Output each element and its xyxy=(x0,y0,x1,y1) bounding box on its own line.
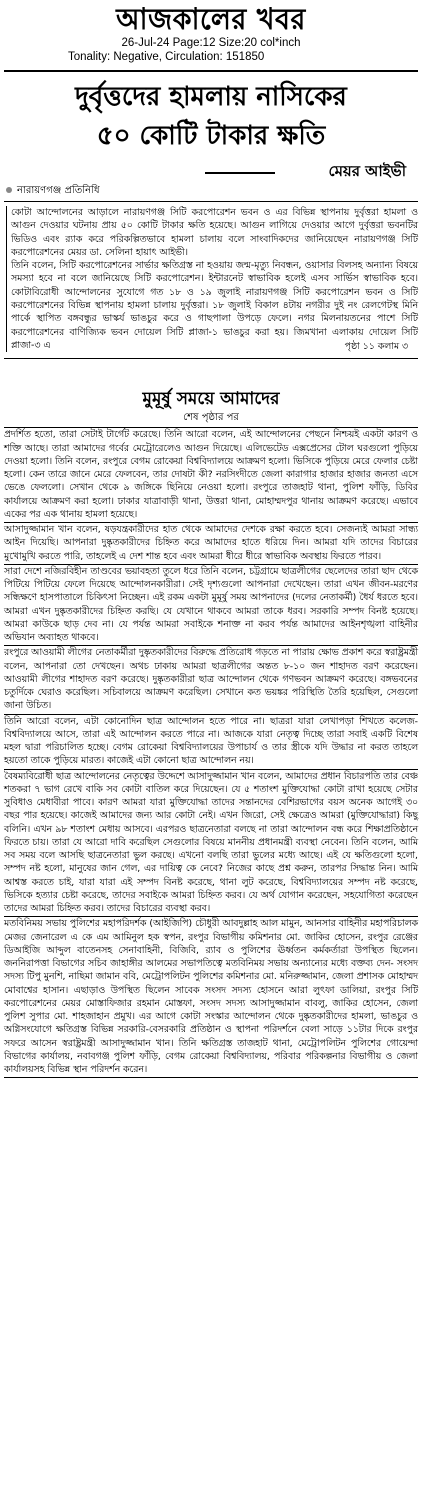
continuation-paragraph: প্রদর্শিত হতো, তারা সেটাই টার্গেট করেছে। তিনি আরো বলেন, এই আন্দোলনের পেছনে নিশ্চয়ই একটা কারণ ও শক্তি আছে। তারা আমাদের গর্বের মেট্রোরেলেও আগুন দিয়েছে। এলিভেটেড এক্সপ্রেসের টোল ঘরগুলো পুড়িয়ে দেওয়া হলো। তিনি বলেন, রংপুরে বেগম রোকেয়া বিশ্ববিদ্যালয়ে আক্রমণ হলো। ভিসিকে পুড়িয়ে মেরে ফেলার চেষ্টা হলো। কেন তারে জানে মেরে ফেলবেন, তার দোষটা কী? নরসিংদীতে জেলা কারাগার হাজার হাজার জনতা এসে ভেঙে ফেললো। সেখান থেকে ৯ জঙ্গিকে ছিনিয়ে নেওয়া হলো। রংপুরে তাজহাট থানা, পুলিশ ফাঁড়ি, ডিবির কার্যালয়ে আক্রমণ করা হলো। ঢাকার যাত্রাবাড়ী থানা, উত্তরা থানা, মোহাম্মদপুর থানায় আক্রমণ করেছে। এভাবে একের পর এক থানায় হামলা হয়েছে। xyxy=(4,428,418,523)
continuation-paragraph: রংপুরে আওয়ামী লীগের নেতাকর্মীরা দুষ্কৃতকারীদের বিরুদ্ধে প্রতিরোধ গড়তে না পারায় ক্ষোভ প্রকাশ করে স্বরাষ্ট্রমন্ত্রী বলেন, আপনারা তো দেখছেন। অথচ ঢাকায় আমরা ছাত্রলীগের অন্তত ৮-১০ জন শাহাদত বরণ করেছেন। আওয়ামী লীগের শাহাদত বরণ করেছে। দুষ্কৃতকারীরা ছাত্র আন্দোলন থেকে গণভবন আক্রমণ করেছে। বঙ্গভবনের চতুর্দিকে ঘেরাও করেছিল। সচিবালয়ে আক্রমণ করেছিল। সেখানে কত ভয়ঙ্কর পরিস্থিতি তৈরি হয়েছিল, সেগুলো জানা উচিত। xyxy=(4,646,418,714)
bullet-icon xyxy=(6,187,12,193)
jump-reference: পৃষ্ঠা ১১ কলাম ৩ xyxy=(344,341,408,353)
continuation-paragraph: সারা দেশে নজিরবিহীন তাণ্ডবের ভয়াবহতা তুলে ধরে তিনি বলেন, চট্টগ্রামে ছাত্রলীগের ছেলেদের তারা ছাদ থেকে পিটিয়ে পিটিয়ে ফেলে দিয়েছে আন্দোলনকারীরা। সেই দৃশ্যগুলো আপনারা দেখেছেন। তারা এখন জীবন-মরণের সন্ধিক্ষণে হাসপাতালে চিকিৎসা নিচ্ছেন। এই রকম একটা মুমূর্ষু সময় আপনাদের (দলের নেতাকর্মী) ধৈর্য ধরতে হবে। আমরা এখন দুষ্কৃতকারীদের চিহ্নিত করছি। যে যেখানে থাকবে আমরা তাকে ধরব। সরকারি সম্পদ বিনষ্ট হয়েছে। আমরা কাউকে ছাড় দেব না। যে পর্যন্ত আমরা সবাইকে শনাক্ত না করব পর্যন্ত আমাদের আইনশৃঙ্খলা বাহিনীর অভিযান অব্যাহত থাকবে। xyxy=(4,565,418,647)
byline-row xyxy=(0,156,422,184)
article-paragraph: তিনি বলেন, সিটি করপোরেশনের সার্ভার ক্ষতিগ্রস্ত না হওয়ায় জন্ম-মৃত্যু নিবন্ধন, ওয়াসার বিলসহ অন্যান্য বিষয়ে সমস্যা হবে না বলে জানিয়েছে সিটি করপোরেশন। ইন্টারনেট স্বাভাবিক হলেই এসব সার্ভিস স্বাভাবিক হবে। কোটাবিরোধী আন্দোলনের সুযোগে গত ১৮ ও ১৯ জুলাই নারায়ণগঞ্জ সিটি করপোরেশন ভবন ও সিটি করপোরেশনের বিভিন্ন স্থাপনায় হামলা চালায় দুর্বৃত্তরা। ১৮ জুলাই বিকাল ৪টায় নগরীর দুই নং রেলগেটস্থ মিনি পার্কে স্থাপিত বঙ্গবন্ধুর ভাস্কর্য ভাঙচুর করে ও গাছপালা উপড়ে ফেলে। নগর মিলনায়তনের পাশে সিটি করপোরেশনের বাণিজ্যিক ভবন দোয়েল সিটি প্লাজা-১ ভাঙচুর করা হয়। জিমখানা এলাকায় দোয়েল সিটি প্লাজা-৩ এ xyxy=(6,259,418,352)
continuation-subhead: শেষ পৃষ্ঠার পর xyxy=(183,412,239,424)
continuation-paragraph: মতবিনিময় সভায় পুলিশের মহাপরিদর্শক (আইজিপি) চৌধুরী আবদুল্লাহ আল মামুন, আনসার বাহিনীর মহাপরিচালক মেজর জেনারেল এ কে এম আমিনুল হক স্বপন, রংপুর বিভাগীয় কমিশনার মো. জাকির হোসেন, রংপুর রেঞ্জের ডিআইজি আব্দুল বাতেনসহ সেনাবাহিনী, বিজিবি, র‍্যাব ও পুলিশের ঊর্ধ্বতন কর্মকর্তারা উপস্থিত ছিলেন। জননিরাপত্তা বিভাগের সচিব জাহাঙ্গীর আলমের সভাপতিত্বে মতবিনিময় সভায় অন্যান্যের মধ্যে বক্তব্য দেন- সংসদ সদস্য টিপু মুনশি, নাছিমা জামান ববি, মেট্রোপলিটন পুলিশের কমিশনার মো. মনিরুজ্জামান, জেলা প্রশাসক মোহাম্মদ মোবাশ্বের হাসান। এছাড়াও উপস্থিত ছিলেন সাবেক সংসদ সদস্য হোসনে আরা লুৎফা ডালিয়া, রংপুর সিটি করপোরেশনের মেয়র মোস্তাফিজার রহমান মোস্তফা, সংসদ সদস্য আসাদুজ্জামান বাবলু, জাকির হোসেন, জেলা পুলিশ সুপার মো. শাহজাহান প্রমুখ। এর আগে কোটা সংস্কার আন্দোলন থেকে দুষ্কৃতকারীদের হামলা, ভাঙচুর ও অগ্নিসংযোগে ক্ষতিগ্রস্ত বিভিন্ন সরকারি-বেসরকারি প্রতিষ্ঠান ও স্থাপনা পরিদর্শনে বেলা সাড়ে ১১টার দিকে রংপুর সফরে আসেন স্বরাষ্ট্রমন্ত্রী আসাদুজ্জামান খান। তিনি ক্ষতিগ্রস্ত তাজহাট থানা, মেট্রোপলিটন পুলিশের গোয়েন্দা বিভাগের কার্যালয়, নবাবগঞ্জ পুলিশ ফাঁড়ি, বেগম রোকেয়া বিশ্ববিদ্যালয়, পরিবার পরিকল্পনার বিভাগীয় ও জেলা কার্যালয়সহ বিভিন্ন স্থান পরিদর্শন করেন। xyxy=(4,917,418,1078)
dateline-text: নারায়ণগঞ্জ প্রতিনিধি xyxy=(17,185,100,196)
dateline-divider xyxy=(4,201,418,202)
continuation-paragraph: তিনি আরো বলেন, এটা কোনোদিন ছাত্র আন্দোলন হতে পারে না। ছাত্ররা যারা লেখাপড়া শিখতে কলেজ-বিশ্ববিদ্যালয়ে আসে, তারা এই আন্দোলন করতে পারে না। আজকে যারা নেতৃত্ব দিচ্ছে তারা সবাই একটি বিশেষ মহল দ্বারা পরিচালিত হচ্ছে। বেগম রোকেয়া বিশ্ববিদ্যালয়ের উপাচার্য ও তার স্ত্রীকে যদি উদ্ধার না করত তাহলে হয়তো তাকে পুড়িয়ে মারত। কাজেই এটা কোনো ছাত্র আন্দোলন নয়। xyxy=(4,715,418,770)
byline-dash xyxy=(205,172,275,174)
clipping-meta: 26-Jul-24 Page:12 Size:20 col*inch xyxy=(121,37,301,49)
continuation-paragraph: আসাদুজ্জামান খান বলেন, ষড়যন্ত্রকারীদের হাত থেকে আমাদের দেশকে রক্ষা করতে হবে। সেজন্যই আমরা সান্ধ্য আইন দিয়েছি। আপনারা দুষ্কৃতকারীদের চিহ্নিত করে আমাদের হাতে ধরিয়ে দিন। আমরা যদি তাদের বিচারের মুখোমুখি করতে পারি, তাহলেই এ দেশ শান্ত হবে এবং আমরা ধীরে ধীরে স্বাভাবিক অবস্থায় ফিরতে পারব। xyxy=(4,523,418,565)
continuation-paragraph: বৈষম্যবিরোধী ছাত্র আন্দোলনের নেতৃত্বের উদ্দেশে আসাদুজ্জামান খান বলেন, আমাদের প্রধান বিচারপতি তার বেঞ্চ শতকরা ৭ ভাগ রেখে বাকি সব কোটা বাতিল করে দিয়েছেন। যে ৫ শতাংশ মুক্তিযোদ্ধা কোটা রাখা হয়েছে সেটার সুবিধাও মেধাবীরা পাবে। কারণ আমরা যারা মুক্তিযোদ্ধা তাদের সন্তানদের বেশিরভাগের বয়স অনেক আগেই ৩০ বছর পার হয়েছে। কাজেই আমাদের জন্য আর কোটা নেই। এখন জিরো, সেই ক্ষেত্রেও আমরা (মুক্তিযোদ্ধারা) কিছু বলিনি। এখন ৯৮ শতাংশ মেধায় আসবে। এরপরও ছাত্রনেতারা বলছে না তারা আন্দোলন বন্ধ করে শিক্ষাপ্রতিষ্ঠানে ফিরতে চায়। তারা যে আরো দাবি করেছিল সেগুলোর বিষয়ে মাননীয় প্রধানমন্ত্রী ব্যবস্থা নেবেন। তিনি বলেন, আমি সব সময় বলে আসছি ছাত্রনেতারা ভুল করছে। এখনো বলছি তারা ভুলের মধ্যে আছে। এই যে ক্ষতিগুলো হলো, সম্পদ নষ্ট হলো, মানুষের জান গেল, এর দায়িত্ব কে নেবে? নিজের কাছে প্রশ্ন করুন, তারপর সিদ্ধান্ত নিন। আমি আশ্বস্ত করতে চাই, যারা যারা এই সম্পদ বিনষ্ট করেছে, থানা লুট করেছে, বিশ্ববিদ্যালয়ের সম্পদ নষ্ট করেছে, ভিসিকে হত্যার চেষ্টা করেছে, তাদের সবাইকে আমরা চিহ্নিত করব। যে অর্থ যোগান করেছেন, সহযোগিতা করেছেন তাদের আমরা চিহ্নিত করব। তাদের বিচারের ব্যবস্থা করব। xyxy=(4,770,418,918)
tonality-circulation: Tonality: Negative, Circulation: 151850 xyxy=(68,51,265,63)
headline xyxy=(0,78,422,156)
masthead xyxy=(0,0,422,36)
headline-line-2: ৫০ কোটি টাকার ক্ষতি xyxy=(96,121,326,151)
dateline xyxy=(0,184,422,198)
newspaper-logo: আজকালের খবর xyxy=(116,2,306,37)
headline-line-1: দুর্বৃত্তদের হামলায় নাসিকের xyxy=(75,82,347,112)
section-divider xyxy=(4,358,418,359)
continuation-headline: মুমূর্ষু সময়ে আমাদের xyxy=(142,389,280,410)
top-divider xyxy=(4,70,418,72)
byline: মেয়র আইভী xyxy=(328,162,406,180)
article-paragraph: কোটা আন্দোলনের আড়ালে নারায়ণগঞ্জ সিটি করপোরেশন ভবন ও এর বিভিন্ন স্থাপনায় দুর্বৃত্তরা হামলা ও আগুন দেওয়ার ঘটনায় প্রায় ৫০ কোটি টাকার ক্ষতি হয়েছে। আগুন লাগিয়ে দেওয়ার আগে দুর্বৃত্তরা ভবনটির ভিডিও এবং র‍্যাক করে পরিকল্পিতভাবে হামলা চালায় বলে সাংবাদিকদের জানিয়েছেন নারায়ণগঞ্জ সিটি করপোরেশনের মেয়র ডা. সেলিনা হায়াৎ আইভী। xyxy=(6,206,418,259)
